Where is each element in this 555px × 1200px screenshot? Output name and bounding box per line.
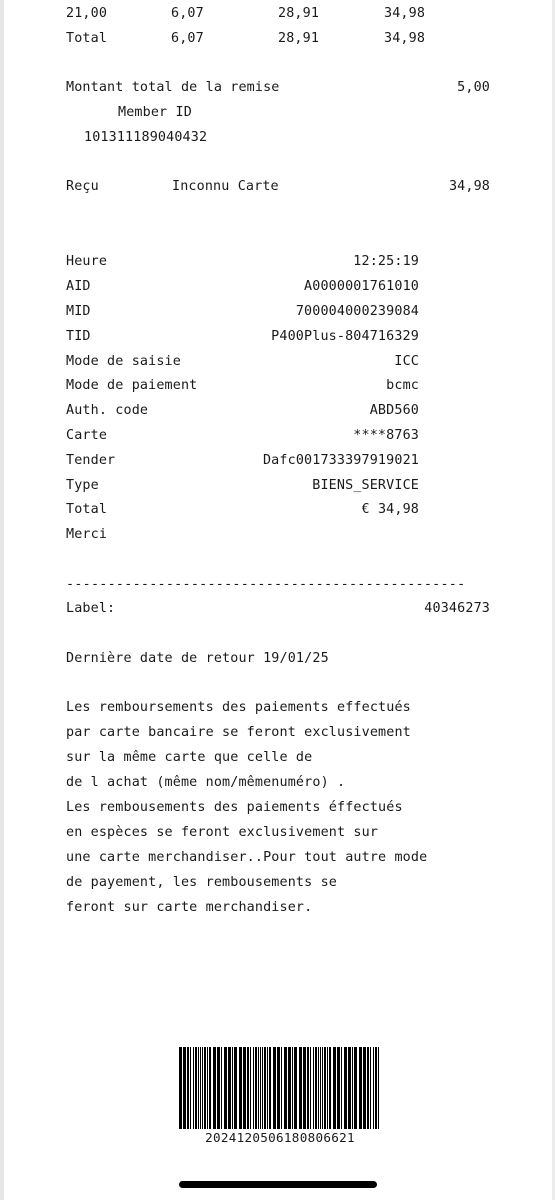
- barcode-bar: [187, 1047, 189, 1129]
- detail-key: MID: [66, 304, 91, 319]
- policy-line: Les rembousements des paiements éffectués: [66, 800, 403, 815]
- barcode-bar: [262, 1047, 263, 1129]
- barcode-bar: [363, 1047, 366, 1129]
- detail-key: TID: [66, 329, 91, 344]
- barcode-bar: [198, 1047, 199, 1129]
- barcode-bar: [315, 1047, 317, 1129]
- barcode-bar: [373, 1047, 374, 1129]
- barcode-bar: [221, 1047, 222, 1129]
- barcode-bar: [284, 1047, 287, 1129]
- barcode-bar: [318, 1047, 319, 1129]
- barcode-bar: [243, 1047, 246, 1129]
- detail-value: ICC: [394, 354, 419, 369]
- discount-value: 5,00: [457, 80, 490, 95]
- home-indicator[interactable]: [179, 1181, 377, 1188]
- barcode-bar: [204, 1047, 206, 1129]
- barcode-bar: [202, 1047, 203, 1129]
- detail-value: Dafc001733397919021: [262, 453, 419, 468]
- barcode-bar: [307, 1047, 309, 1129]
- barcode-bar: [329, 1047, 331, 1129]
- policy-line: de l achat (même nom/mêmenuméro) .: [66, 775, 346, 790]
- net-amount: 28,91: [278, 6, 320, 21]
- barcode-bar: [253, 1047, 254, 1129]
- vat-rate: 21,00: [66, 6, 108, 21]
- barcode-bar: [273, 1047, 276, 1129]
- barcode-bar: [209, 1047, 211, 1129]
- barcode-bar: [217, 1047, 220, 1129]
- detail-value: ABD560: [369, 403, 419, 418]
- detail-key: Mode de paiement: [66, 378, 198, 393]
- barcode-bar: [370, 1047, 371, 1129]
- barcode-bar: [255, 1047, 257, 1129]
- detail-key: Total: [66, 502, 108, 517]
- barcode-bar: [228, 1047, 231, 1129]
- detail-value: P400Plus-804716329: [271, 329, 419, 344]
- barcode-bar: [294, 1047, 297, 1129]
- detail-key: Heure: [66, 254, 108, 269]
- vat-total-net: 28,91: [278, 31, 320, 46]
- barcode-bar: [232, 1047, 233, 1129]
- barcode-bar: [258, 1047, 259, 1129]
- barcode-bar: [267, 1047, 268, 1129]
- barcode-bar: [277, 1047, 280, 1129]
- detail-value: 700004000239084: [295, 304, 419, 319]
- barcode-bar: [313, 1047, 314, 1129]
- barcode-bar: [378, 1047, 379, 1129]
- barcode-bar: [260, 1047, 261, 1129]
- barcode-bar: [183, 1047, 186, 1129]
- barcode-bar: [247, 1047, 249, 1129]
- detail-value: 12:25:19: [353, 254, 419, 269]
- barcode-bar: [324, 1047, 326, 1129]
- detail-value: A0000001761010: [304, 279, 419, 294]
- detail-key: AID: [66, 279, 91, 294]
- barcode-bar: [367, 1047, 369, 1129]
- barcode-number: 2024120506180806621: [205, 1130, 355, 1145]
- detail-key: Carte: [66, 428, 108, 443]
- barcode: [179, 1047, 381, 1129]
- detail-key: Type: [66, 478, 99, 493]
- receipt-method: Inconnu Carte: [172, 179, 279, 194]
- detail-value: bcmc: [386, 378, 419, 393]
- detail-key: Mode de saisie: [66, 354, 181, 369]
- barcode-bar: [190, 1047, 191, 1129]
- return-date: Dernière date de retour 19/01/25: [66, 651, 329, 666]
- barcode-bar: [303, 1047, 306, 1129]
- barcode-bar: [269, 1047, 271, 1129]
- policy-line: feront sur carte merchandiser.: [66, 900, 313, 915]
- policy-line: Les remboursements des paiements effectués: [66, 700, 411, 715]
- barcode-bar: [327, 1047, 328, 1129]
- vat-amount: 6,07: [171, 6, 204, 21]
- label-value: 40346273: [424, 601, 490, 616]
- screen-edge-left: [0, 0, 4, 1200]
- policy-line: sur la même carte que celle de: [66, 750, 313, 765]
- detail-value: BIENS_SERVICE: [312, 478, 419, 493]
- receipt-label: Reçu: [66, 179, 99, 194]
- barcode-bar: [354, 1047, 357, 1129]
- barcode-bar: [288, 1047, 291, 1129]
- discount-label: Montant total de la remise: [66, 80, 280, 95]
- thanks-text: Merci: [66, 527, 108, 542]
- policy-line: de payement, les rembousements se: [66, 875, 337, 890]
- barcode-bar: [264, 1047, 266, 1129]
- barcode-bar: [333, 1047, 336, 1129]
- member-id-label: Member ID: [118, 105, 192, 120]
- receipt-amount: 34,98: [448, 179, 490, 194]
- member-id-value: 101311189040432: [84, 130, 208, 145]
- barcode-bar: [310, 1047, 311, 1129]
- barcode-bar: [213, 1047, 216, 1129]
- vat-total-vat: 6,07: [171, 31, 204, 46]
- barcode-bar: [322, 1047, 323, 1129]
- detail-key: Tender: [66, 453, 116, 468]
- policy-line: par carte bancaire se feront exclusivement: [66, 725, 411, 740]
- barcode-bar: [359, 1047, 362, 1129]
- detail-value: € 34,98: [361, 502, 419, 517]
- vat-total-label: Total: [66, 31, 108, 46]
- barcode-bar: [320, 1047, 321, 1129]
- barcode-bar: [193, 1047, 194, 1129]
- dashed-separator: ------------------------------------------------: [66, 577, 466, 592]
- barcode-bar: [234, 1047, 237, 1129]
- barcode-bar: [348, 1047, 351, 1129]
- barcode-bar: [179, 1047, 182, 1129]
- barcode-bar: [281, 1047, 282, 1129]
- policy-line: une carte merchandiser..Pour tout autre mode: [66, 850, 428, 865]
- barcode-bar: [224, 1047, 227, 1129]
- detail-key: Auth. code: [66, 403, 149, 418]
- gross-amount: 34,98: [384, 6, 426, 21]
- policy-line: en espèces se feront exclusivement sur: [66, 825, 379, 840]
- barcode-bar: [200, 1047, 201, 1129]
- barcode-bar: [337, 1047, 340, 1129]
- barcode-bar: [341, 1047, 342, 1129]
- detail-value: ****8763: [353, 428, 419, 443]
- vat-total-gross: 34,98: [384, 31, 426, 46]
- barcode-bar: [375, 1047, 377, 1129]
- barcode-bar: [250, 1047, 251, 1129]
- barcode-bar: [239, 1047, 242, 1129]
- barcode-bar: [292, 1047, 293, 1129]
- barcode-bar: [352, 1047, 353, 1129]
- label-key: Label:: [66, 601, 116, 616]
- barcode-bar: [207, 1047, 208, 1129]
- barcode-bar: [195, 1047, 197, 1129]
- barcode-bar: [299, 1047, 302, 1129]
- barcode-bar: [344, 1047, 347, 1129]
